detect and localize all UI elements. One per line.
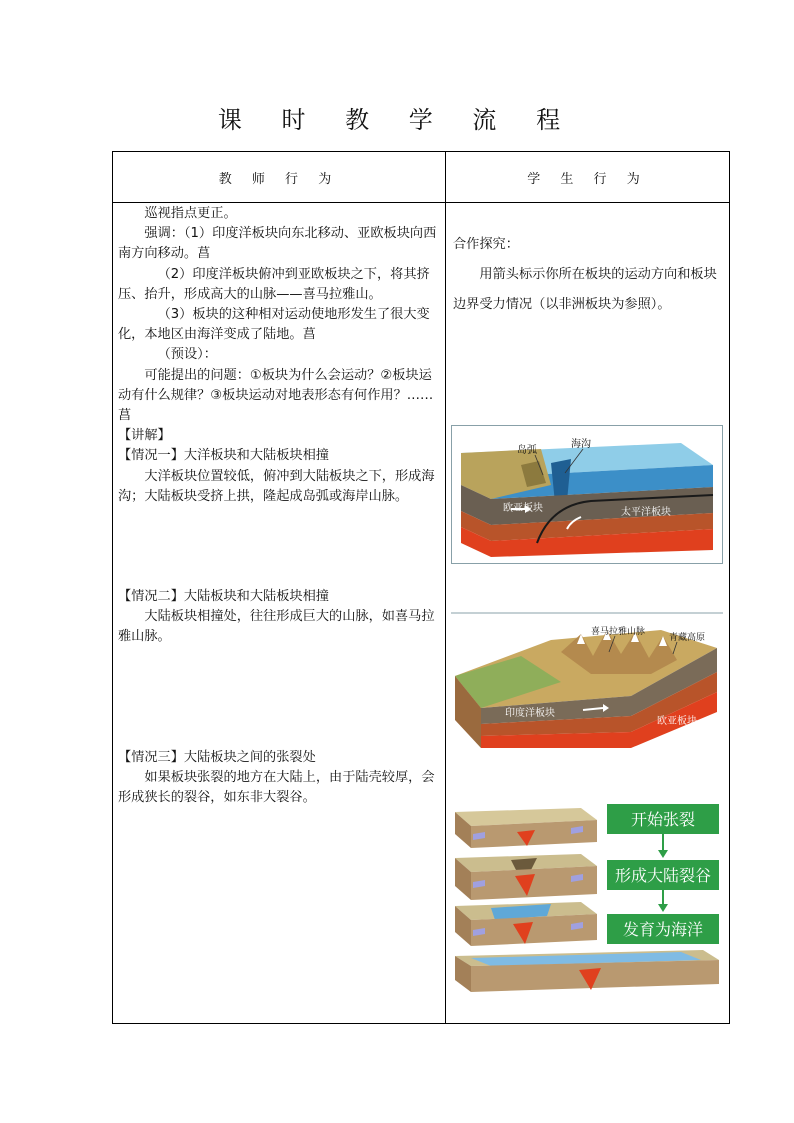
student-p1: 合作探究： <box>453 237 519 252</box>
page-title: 课 时 教 学 流 程 <box>217 106 577 134</box>
label-tibet: 青藏高原 <box>669 633 706 643</box>
student-header: 学 生 行 为 <box>446 152 729 203</box>
step-box-3 <box>607 914 719 944</box>
label-eurasian-plate-2: 欧亚板块 <box>657 716 697 727</box>
teacher-p6: 可能提出的问题：①板块为什么会运动？②板块运动有什么规律？③板块运动对地表形态有何作用？……菖 <box>118 367 434 424</box>
step-3-text: 发育为海洋 <box>622 920 704 939</box>
teacher-header: 教 师 行 为 <box>113 152 445 203</box>
step-1-text: 开始张裂 <box>630 810 696 829</box>
figure-continent-collision <box>451 612 723 750</box>
figure-ocean-continent-collision <box>451 425 723 564</box>
teacher-p1: 巡视指点更正。 <box>144 206 237 221</box>
teacher-p3: （2）印度洋板块俯冲到亚欧板块之下，将其挤压、抬升，形成高大的山脉——喜马拉雅山。 <box>118 266 430 302</box>
case1-text: 大洋板块位置较低，俯冲到大陆板块之下，形成海沟；大陆板块受挤上拱，隆起成岛弧或海岸山脉。 <box>118 468 435 504</box>
teacher-p5: （预设）： <box>157 347 217 363</box>
rift-block-1 <box>455 808 597 848</box>
case2-title: 【情况二】大陆板块和大陆板块相撞 <box>118 589 329 605</box>
case3-title: 【情况三】大陆板块之间的张裂处 <box>118 749 316 765</box>
figure-rifting-sequence <box>451 800 723 1000</box>
step-2-text: 形成大陆裂谷 <box>614 866 712 885</box>
rift-block-2 <box>455 854 597 900</box>
case1-title: 【情况一】大洋板块和大陆板块相撞 <box>118 448 329 464</box>
rift-block-3 <box>455 902 597 946</box>
label-indian-plate: 印度洋板块 <box>505 708 555 719</box>
label-himalaya: 喜马拉雅山脉 <box>591 627 646 637</box>
teacher-p7: 【讲解】 <box>118 428 171 444</box>
teacher-p2: 强调：（1）印度洋板块向东北移动、亚欧板块向西南方向移动。菖 <box>118 226 437 262</box>
step-box-1 <box>607 804 719 834</box>
teacher-p4: （3）板块的这种相对运动使地形发生了很大变化，本地区由海洋变成了陆地。菖 <box>118 307 430 343</box>
teacher-column <box>118 204 440 808</box>
label-island-arc: 岛弧 <box>517 445 537 456</box>
case3-text: 如果板块张裂的地方在大陆上，由于陆壳较厚，会形成狭长的裂谷，如东非大裂谷。 <box>118 769 435 806</box>
step-box-2 <box>607 860 719 890</box>
column-divider <box>445 152 446 1023</box>
student-column <box>453 230 725 320</box>
label-pacific-plate: 太平洋板块 <box>621 507 671 518</box>
case2-text: 大陆板块相撞处，往往形成巨大的山脉，如喜马拉雅山脉。 <box>118 609 435 645</box>
student-p2: 用箭头标示你所在板块的运动方向和板块边界受力情况（以非洲板块为参照）。 <box>453 267 717 312</box>
label-trench: 海沟 <box>571 439 591 450</box>
label-eurasian-plate: 欧亚板块 <box>503 503 543 514</box>
